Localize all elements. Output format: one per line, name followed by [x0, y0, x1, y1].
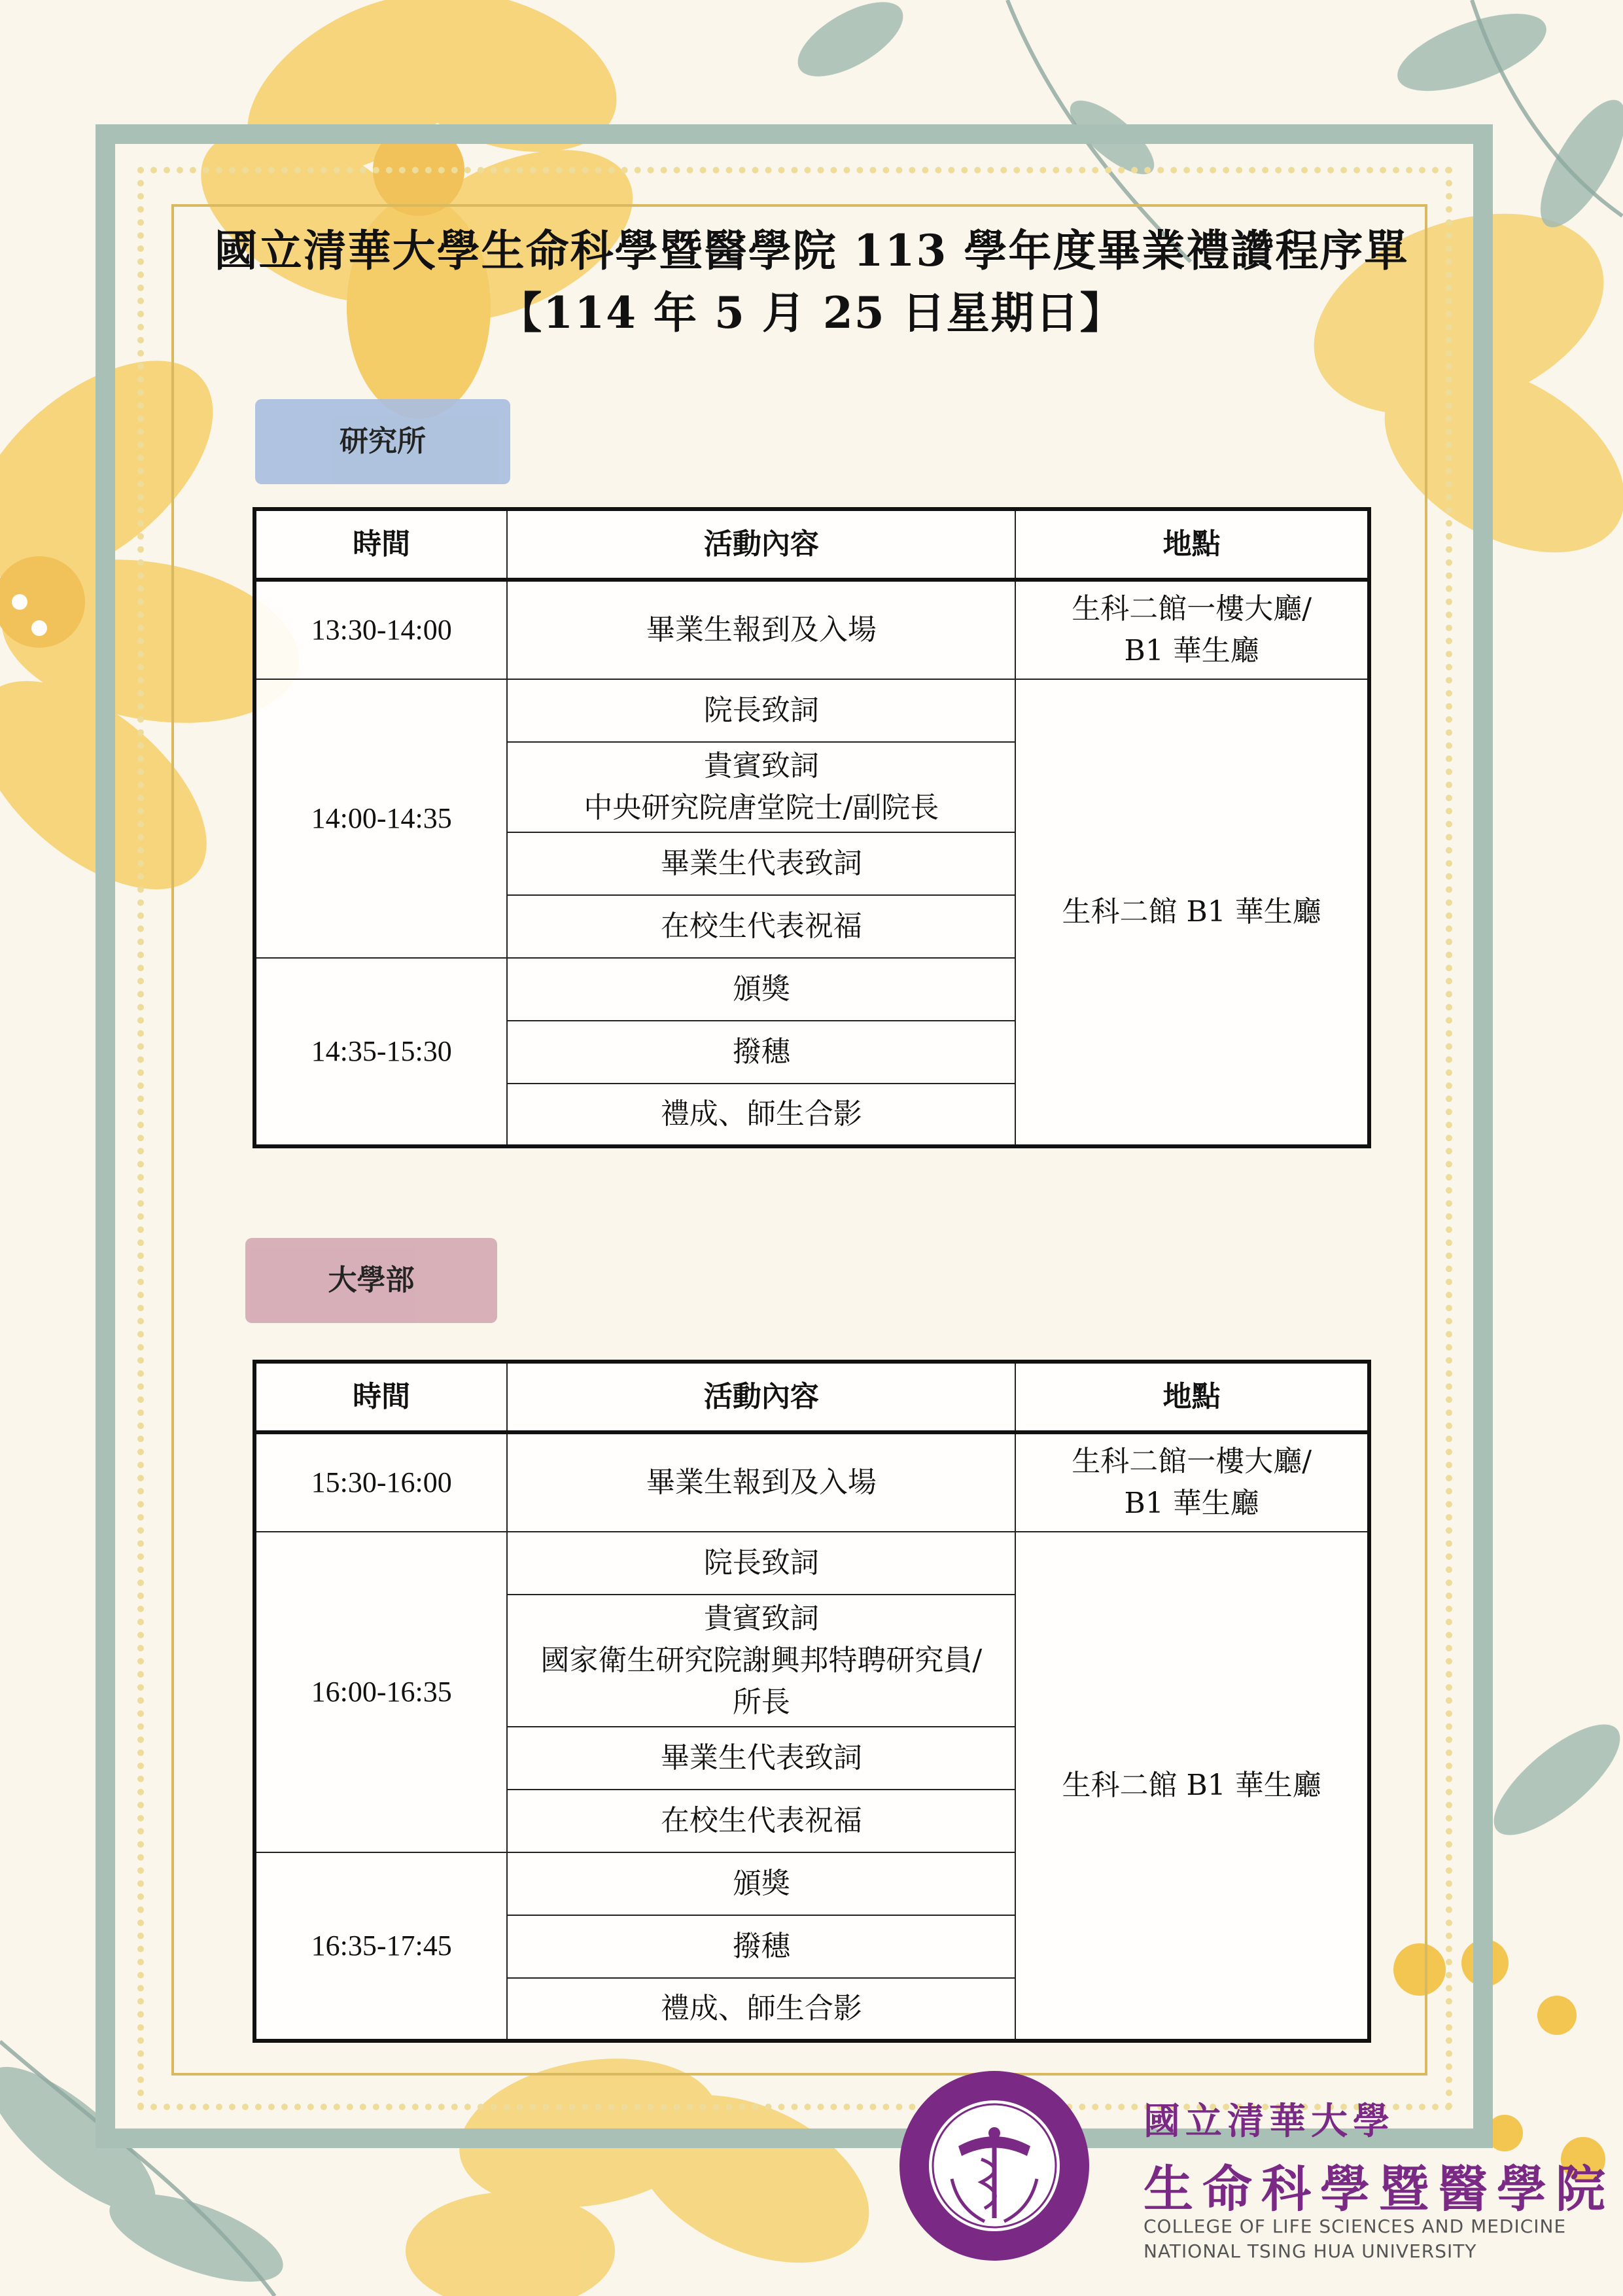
table-row	[254, 580, 1369, 679]
graduate-schedule-table	[253, 507, 1371, 1148]
activity-cell	[507, 1595, 1015, 1727]
activity-cell: 在校生代表祝福	[507, 895, 1015, 958]
time-cell: 13:30-14:00	[254, 580, 507, 679]
activity-line: 貴賓致詞	[703, 749, 819, 783]
page-subtitle-date: 【114 年 5 月 25 日星期日】	[498, 287, 1125, 338]
activity-line: 中央研究院唐堂院士/副院長	[584, 791, 939, 824]
header-venue: 地點	[1015, 1362, 1369, 1432]
activity-cell: 在校生代表祝福	[507, 1790, 1015, 1852]
header-time: 時間	[254, 1362, 507, 1432]
logo-university-english: NATIONAL TSING HUA UNIVERSITY	[1143, 2240, 1477, 2262]
activity-line: 國家衛生研究院謝興邦特聘研究員/	[540, 1644, 983, 1677]
table-row	[254, 679, 1369, 742]
venue-cell	[1015, 580, 1369, 679]
time-cell: 14:35-15:30	[254, 958, 507, 1146]
section-label-graduate: 研究所	[255, 399, 510, 484]
time-cell: 16:35-17:45	[254, 1852, 507, 2041]
time-cell: 16:00-16:35	[254, 1532, 507, 1852]
logo-college-name: 生命科學暨醫學院	[1143, 2160, 1614, 2218]
activity-line: 所長	[732, 1686, 790, 1719]
activity-cell: 畢業生代表致詞	[507, 1727, 1015, 1790]
activity-cell: 頒獎	[507, 958, 1015, 1021]
header-activity: 活動內容	[507, 509, 1015, 580]
activity-line: 貴賓致詞	[703, 1602, 819, 1635]
time-cell: 15:30-16:00	[254, 1432, 507, 1532]
table-header-row	[254, 509, 1369, 580]
logo-college-english: COLLEGE OF LIFE SCIENCES AND MEDICINE	[1143, 2216, 1567, 2237]
venue-line: B1 華生廳	[1124, 634, 1259, 667]
header-venue: 地點	[1015, 509, 1369, 580]
undergrad-schedule-table	[253, 1360, 1371, 2043]
venue-cell	[1015, 1432, 1369, 1532]
table-header-row	[254, 1362, 1369, 1432]
time-cell: 14:00-14:35	[254, 679, 507, 958]
college-seal-logo	[896, 2068, 1092, 2264]
venue-cell: 生科二館 B1 華生廳	[1015, 679, 1369, 1146]
table-row	[254, 1432, 1369, 1532]
venue-cell: 生科二館 B1 華生廳	[1015, 1532, 1369, 2041]
activity-cell: 畢業生報到及入場	[507, 1432, 1015, 1532]
venue-line: B1 華生廳	[1124, 1487, 1259, 1520]
table-row	[254, 1532, 1369, 1595]
activity-cell	[507, 742, 1015, 832]
activity-cell: 頒獎	[507, 1852, 1015, 1915]
logo-university-name: 國立清華大學	[1143, 2100, 1395, 2143]
activity-cell: 畢業生報到及入場	[507, 580, 1015, 679]
activity-cell: 撥穗	[507, 1915, 1015, 1978]
venue-line: 生科二館一樓大廳/	[1072, 592, 1312, 626]
activity-cell: 撥穗	[507, 1021, 1015, 1084]
activity-cell: 院長致詞	[507, 1532, 1015, 1595]
header-activity: 活動內容	[507, 1362, 1015, 1432]
activity-cell: 禮成、師生合影	[507, 1084, 1015, 1146]
activity-cell: 禮成、師生合影	[507, 1978, 1015, 2041]
header-time: 時間	[254, 509, 507, 580]
activity-cell: 畢業生代表致詞	[507, 832, 1015, 895]
activity-cell: 院長致詞	[507, 679, 1015, 742]
page-title: 國立清華大學生命科學暨醫學院 113 學年度畢業禮讚程序單	[214, 225, 1409, 276]
venue-line: 生科二館一樓大廳/	[1072, 1445, 1312, 1478]
section-label-undergrad: 大學部	[245, 1238, 497, 1323]
